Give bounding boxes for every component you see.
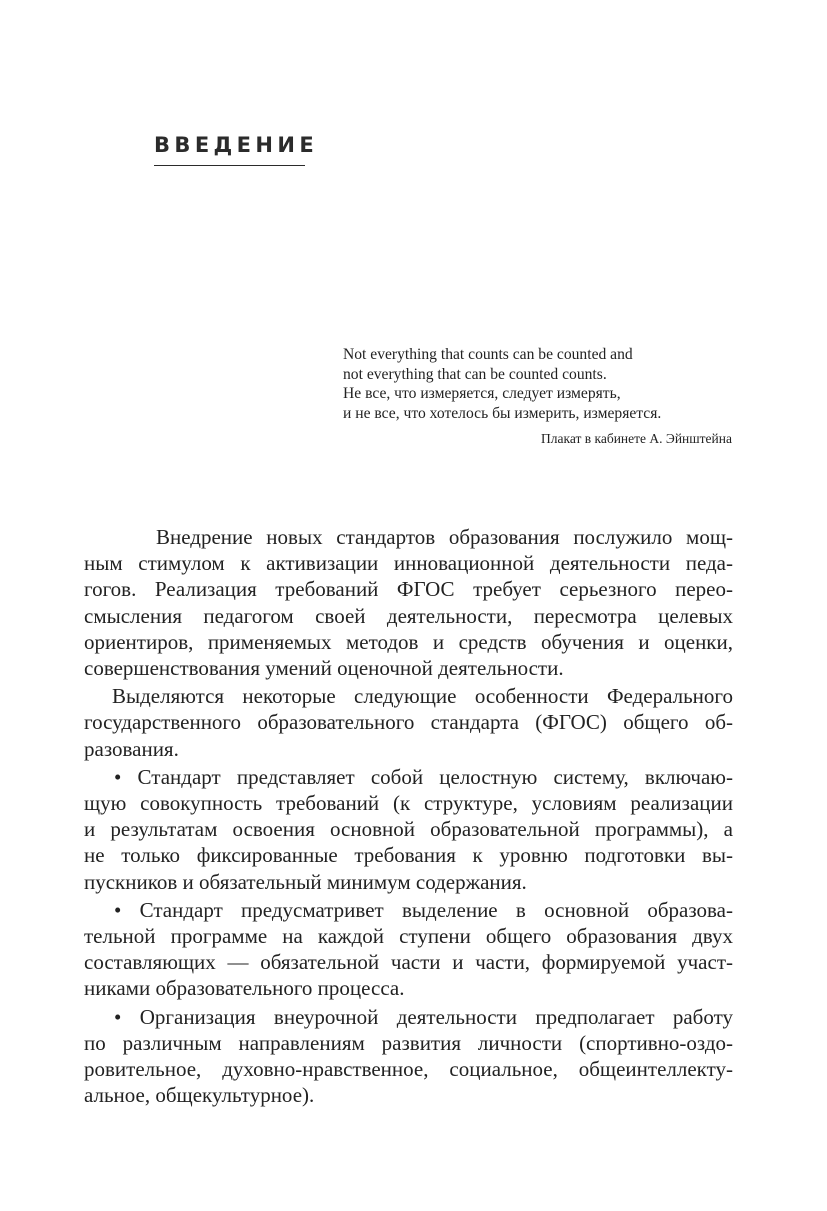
text-line: по различным направлениям развития личности (спортивно-оздо-: [84, 1030, 733, 1055]
text-line: смысления педагогом своей деятельности, пересмотра целевых: [84, 603, 733, 628]
text-line: ровительное, духовно-нравственное, социальное, общеинтеллекту-: [84, 1057, 733, 1082]
paragraph-features: [84, 683, 733, 762]
text-line: и результатам освоения основной образовательной программы), а: [84, 817, 733, 842]
text-line: тельной программе на каждой ступени общего образования двух: [84, 924, 733, 949]
epigraph-attribution: Плакат в кабинете А. Эйнштейна: [540, 431, 732, 446]
bullet-paragraph: [84, 1004, 733, 1109]
text-line: не только фиксированные требования к уровню подготовки вы-: [84, 843, 733, 868]
text-line: никами образовательного процесса.: [84, 976, 405, 1001]
text-line: ориентиров, применяемых методов и средств обучения и оценки,: [84, 629, 733, 654]
text-line: Выделяются некоторые следующие особенности Федерального: [112, 684, 733, 709]
epigraph-line: Не все, что измеряется, следует измерять,: [343, 385, 621, 402]
heading-underline: [154, 165, 305, 166]
text-line: совершенствования умений оценочной деятельности.: [84, 656, 564, 681]
text-line: государственного образовательного стандарта (ФГОС) общего об-: [84, 710, 733, 735]
paragraph-introduction: [84, 524, 733, 681]
text-line: ным стимулом к активизации инновационной деятельности педа-: [84, 551, 733, 576]
text-line: пускников и обязательный минимум содержания.: [84, 869, 527, 894]
epigraph-line: и не все, что хотелось бы измерить, измеряется.: [343, 404, 662, 422]
chapter-title: ВВЕДЕНИЕ: [154, 133, 319, 157]
epigraph: [343, 345, 733, 423]
bullet-paragraph: [84, 764, 733, 895]
text-line: Внедрение новых стандартов образования послужило мощ-: [156, 525, 733, 549]
bullet-paragraph: [84, 897, 733, 1002]
body-text: [84, 524, 733, 1110]
epigraph-line: Not everything that counts can be counted and: [343, 346, 633, 363]
text-line: разования.: [84, 736, 179, 761]
text-line: составляющих — обязательной части и части, формируемой участ-: [84, 950, 733, 975]
text-line: альное, общекультурное).: [84, 1083, 315, 1108]
epigraph-line: not everything that can be counted counts.: [343, 365, 607, 383]
text-line: • Организация внеурочной деятельности предполагает работу: [114, 1004, 733, 1029]
text-line: • Стандарт представляет собой целостную систему, включаю-: [114, 764, 733, 789]
text-line: гогов. Реализация требований ФГОС требует серьезного перео-: [84, 577, 733, 602]
text-line: • Стандарт предусматривет выделение в основной образова-: [114, 897, 733, 922]
text-line: щую совокупность требований (к структуре, условиям реализации: [84, 791, 733, 816]
